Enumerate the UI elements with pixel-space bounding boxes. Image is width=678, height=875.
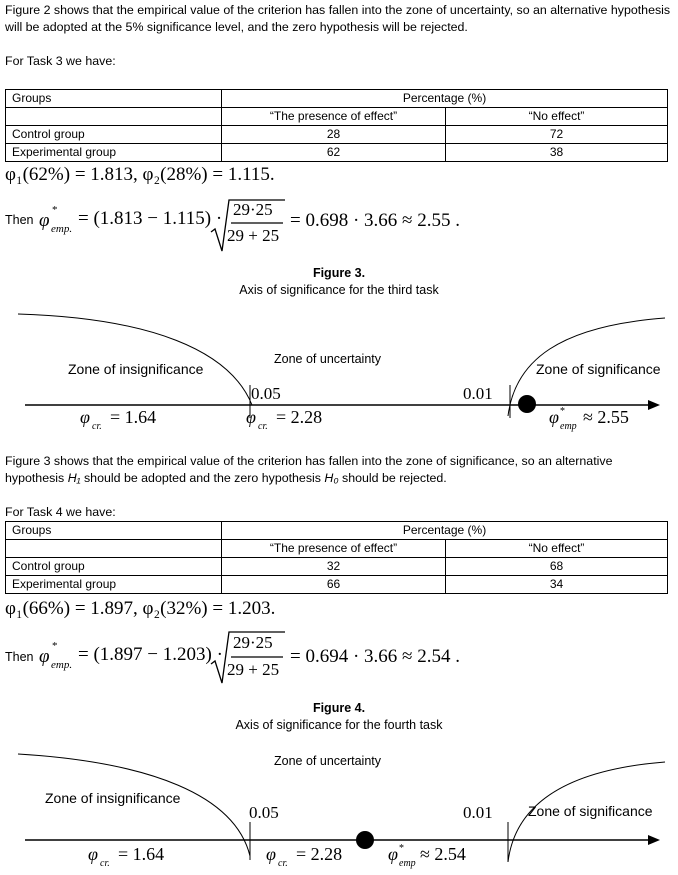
col-effect-header: “The presence of effect” <box>222 108 446 126</box>
table-row <box>6 90 668 108</box>
task3-conclusion: Figure 3 shows that the empirical value of the criterion has fallen into the zone of significance, so an alternative hypothesis H₁ should be adopted and the zero hypothesis H₀ should be rejected. <box>5 454 613 485</box>
zone-insignificance-label: Zone of insignificance <box>45 790 181 806</box>
svg-text:cr.: cr. <box>100 858 110 869</box>
table-row <box>6 540 668 558</box>
phi-emp-symbol: φ <box>549 407 559 427</box>
svg-text:*: * <box>560 406 565 417</box>
svg-text:cr.: cr. <box>92 421 102 432</box>
figure3-label: Figure 3. <box>312 266 366 280</box>
table-row <box>6 558 668 576</box>
zone-insignificance-label: Zone of insignificance <box>68 361 204 377</box>
task3-heading: For Task 3 we have: <box>5 54 116 68</box>
empty-cell <box>6 540 222 558</box>
task4-phi-line: φ₁(66%) = 1.897, φ₂(32%) = 1.203. <box>5 598 276 619</box>
phi-cr-symbol: φ <box>246 407 256 427</box>
then-label: Then <box>5 650 34 664</box>
empirical-point <box>518 395 536 413</box>
figure4-label: Figure 4. <box>312 701 366 715</box>
no-effect-cell: 72 <box>446 126 668 144</box>
svg-text:cr.: cr. <box>278 858 288 869</box>
effect-cell: 28 <box>222 126 446 144</box>
intro-paragraph: Figure 2 shows that the empirical value of the criterion has fallen into the zone of uncertainty, so an alternative hypothesis will be adopted at the 5% significance level, and the zero hypothesis will be rejected. <box>5 3 671 34</box>
calc-left: = (1.897 − 1.203) · <box>78 644 223 665</box>
task3-phi-line: φ₁(62%) = 1.813, φ₂(28%) = 1.115. <box>5 164 275 185</box>
phi-cr-symbol: φ <box>88 844 98 864</box>
svg-text:emp: emp <box>399 858 416 869</box>
p005-label: 0.05 <box>249 803 279 822</box>
zone-uncertainty-label: Zone of uncertainty <box>274 754 382 768</box>
task4-calculation: Then φ * emp. = (1.897 − 1.203) · 29·25 29 + 25 = 0.694 · 3.66 ≈ 2.54 . <box>5 628 465 684</box>
table-row <box>6 126 668 144</box>
col-no-effect-header: “No effect” <box>446 108 668 126</box>
col-no-effect-header: “No effect” <box>446 540 668 558</box>
sqrt-denominator: 29 + 25 <box>227 226 280 245</box>
phi-cr-symbol: φ <box>266 844 276 864</box>
task3-calculation: Then φ * emp. = (1.813 − 1.115) · 29·25 29 + 25 = 0.698 · 3.66 ≈ 2.55 . <box>5 196 465 252</box>
table-row <box>6 522 668 540</box>
no-effect-cell: 68 <box>446 558 668 576</box>
table-row <box>6 144 668 162</box>
sqrt-numerator: 29·25 <box>233 200 273 219</box>
figure4-caption: Axis of significance for the fourth task <box>235 718 443 732</box>
task4-table <box>5 521 668 594</box>
calc-left: = (1.813 − 1.115) · <box>78 208 223 229</box>
table-row <box>6 576 668 594</box>
no-effect-cell: 34 <box>446 576 668 594</box>
group-cell: Control group <box>6 126 222 144</box>
task3-table <box>5 89 668 162</box>
phi-cr-value-2: = 2.28 <box>296 844 343 864</box>
zone-significance-label: Zone of significance <box>528 803 653 819</box>
percentage-header: Percentage (%) <box>222 90 668 108</box>
svg-text:emp: emp <box>560 421 577 432</box>
group-cell: Experimental group <box>6 576 222 594</box>
phi-emp-symbol: φ <box>39 646 50 667</box>
figure3-caption: Axis of significance for the third task <box>239 283 439 297</box>
table-row <box>6 108 668 126</box>
no-effect-cell: 38 <box>446 144 668 162</box>
effect-cell: 62 <box>222 144 446 162</box>
effect-cell: 32 <box>222 558 446 576</box>
groups-header: Groups <box>6 522 222 540</box>
svg-text:*: * <box>399 843 404 854</box>
phi-emp-value: ≈ 2.54 <box>420 844 466 864</box>
insignificance-curve <box>18 314 252 405</box>
figure3-axis-diagram <box>0 300 678 440</box>
col-effect-header: “The presence of effect” <box>222 540 446 558</box>
sqrt-denominator: 29 + 25 <box>227 660 280 679</box>
axis-arrowhead <box>648 835 660 845</box>
phi-cr-value-2: = 2.28 <box>276 407 323 427</box>
phi-emp-symbol: φ <box>39 210 50 231</box>
phi-emp-value: ≈ 2.55 <box>583 407 629 427</box>
zone-uncertainty-label: Zone of uncertainty <box>274 352 382 366</box>
then-label: Then <box>5 213 34 227</box>
p001-label: 0.01 <box>463 803 493 822</box>
p001-label: 0.01 <box>463 384 493 403</box>
phi-cr-value-1: = 1.64 <box>118 844 165 864</box>
group-cell: Experimental group <box>6 144 222 162</box>
phi-emp-symbol: φ <box>388 844 398 864</box>
empirical-point <box>356 831 374 849</box>
effect-cell: 66 <box>222 576 446 594</box>
group-cell: Control group <box>6 558 222 576</box>
empty-cell <box>6 108 222 126</box>
calc-right: = 0.698 · 3.66 ≈ 2.55 . <box>290 210 460 231</box>
svg-text:cr.: cr. <box>258 421 268 432</box>
task4-heading: For Task 4 we have: <box>5 505 116 519</box>
phi-cr-symbol: φ <box>80 407 90 427</box>
phi-cr-value-1: = 1.64 <box>110 407 157 427</box>
sqrt-numerator: 29·25 <box>233 633 273 652</box>
axis-arrowhead <box>648 400 660 410</box>
zone-significance-label: Zone of significance <box>536 361 661 377</box>
percentage-header: Percentage (%) <box>222 522 668 540</box>
calc-right: = 0.694 · 3.66 ≈ 2.54 . <box>290 646 460 667</box>
figure4-axis-diagram <box>0 740 678 875</box>
groups-header: Groups <box>6 90 222 108</box>
p005-label: 0.05 <box>251 384 281 403</box>
